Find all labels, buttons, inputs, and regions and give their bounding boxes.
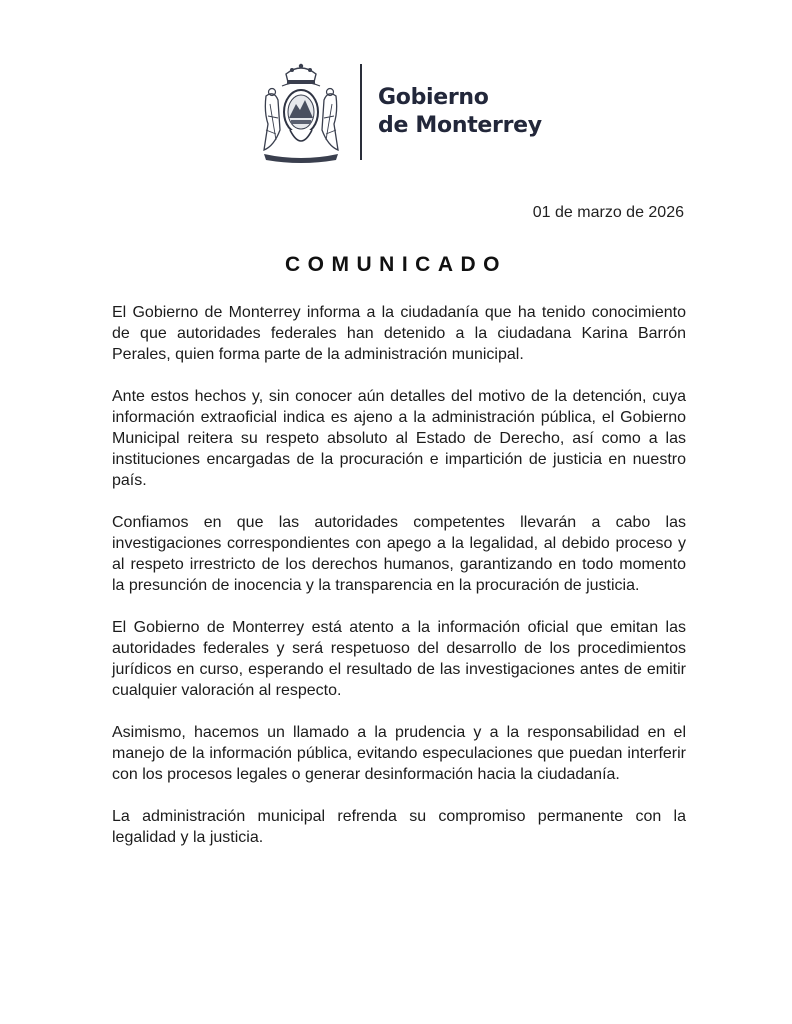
paragraph: Confiamos en que las autoridades competentes llevarán a cabo las investigaciones correspondientes con apego a la legalidad, al debido proceso y al respeto irrestricto de los derechos humanos, garantizando en todo momento la presunción de inocencia y la transparencia en la procuración de justicia. xyxy=(112,514,686,594)
letterhead xyxy=(256,58,542,166)
paragraph: Ante estos hechos y, sin conocer aún detalles del motivo de la detención, cuya información extraoficial indica es ajeno a la administración pública, el Gobierno Municipal reitera su respeto absoluto al Estado de Derecho, así como a las instituciones encargadas de la procuración e impartición de justicia en nuestro país. xyxy=(112,388,686,489)
organization-name xyxy=(378,84,542,140)
logo-divider xyxy=(360,64,362,160)
org-name-line-2: de Monterrey xyxy=(378,113,542,138)
document-body xyxy=(112,302,686,869)
document-title: COMUNICADO xyxy=(285,253,507,276)
paragraph: La administración municipal refrenda su compromiso permanente con la legalidad y la justicia. xyxy=(112,808,686,846)
org-name-line-1: Gobierno xyxy=(378,85,489,110)
paragraph: El Gobierno de Monterrey informa a la ciudadanía que ha tenido conocimiento de que autoridades federales han detenido a la ciudadana Karina Barrón Perales, quien forma parte de la administración municipal. xyxy=(112,304,686,363)
paragraph: Asimismo, hacemos un llamado a la prudencia y a la responsabilidad en el manejo de la información pública, evitando especulaciones que puedan interferir con los procesos legales o generar desinformación hacia la ciudadanía. xyxy=(112,724,686,783)
document-date: 01 de marzo de 2026 xyxy=(532,204,684,221)
coat-of-arms-icon xyxy=(256,60,346,164)
paragraph: El Gobierno de Monterrey está atento a la información oficial que emitan las autoridades federales y será respetuoso del desarrollo de los procedimientos jurídicos en curso, esperando el resultado de las investigaciones antes de emitir cualquier valoración al respecto. xyxy=(112,619,686,699)
